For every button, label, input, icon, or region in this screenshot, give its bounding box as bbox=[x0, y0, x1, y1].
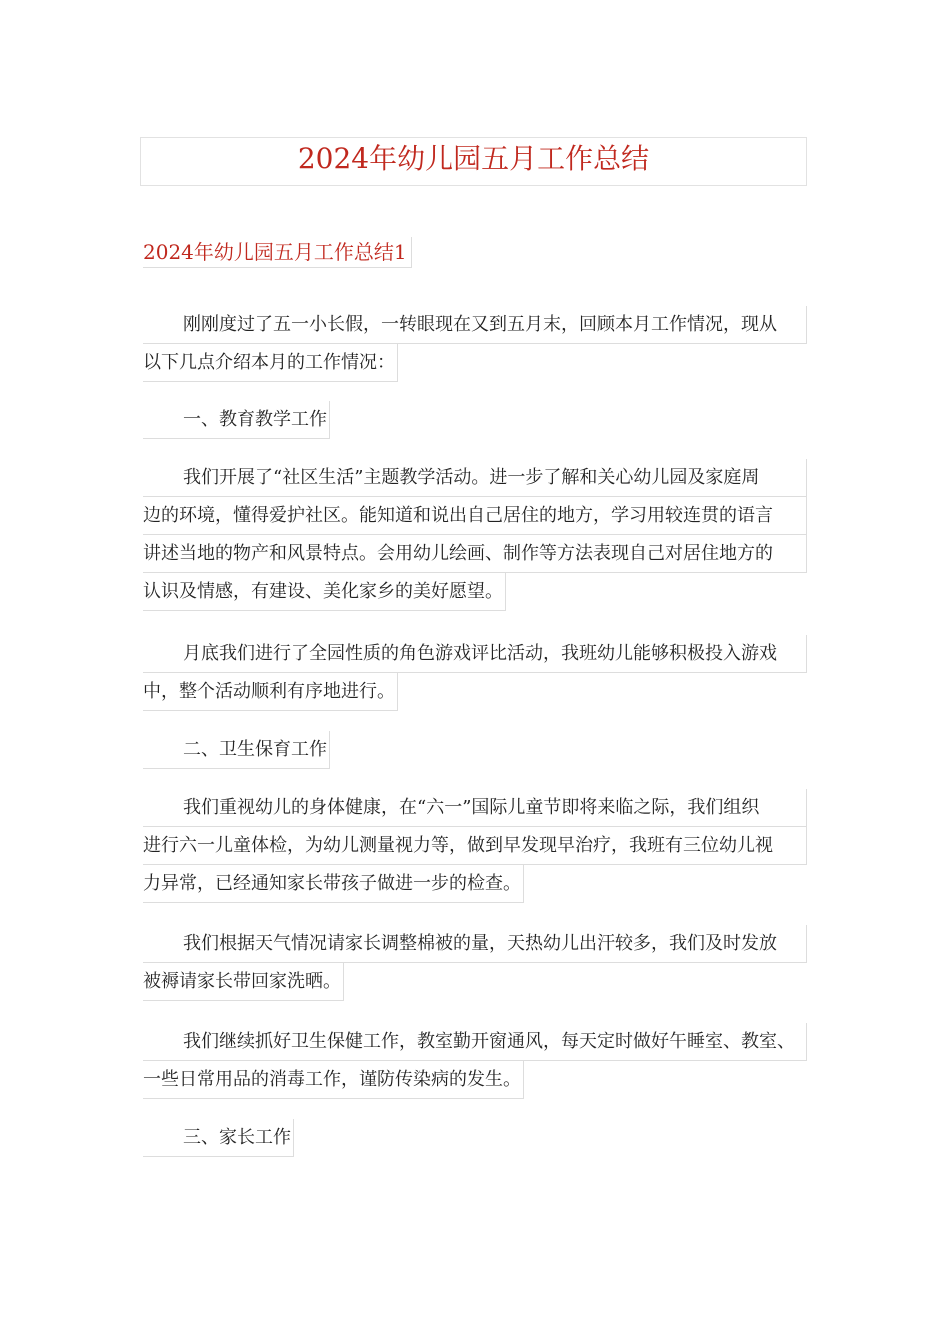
paragraph-intro bbox=[143, 306, 807, 382]
section-subtitle: 2024年幼儿园五月工作总结1 bbox=[143, 237, 412, 268]
paragraph-line: 中，整个活动顺利有序地进行。 bbox=[143, 673, 398, 711]
paragraph-community-theme bbox=[143, 459, 807, 611]
paragraph-role-play bbox=[143, 635, 807, 711]
section-heading: 一、教育教学工作 bbox=[143, 401, 330, 439]
paragraph-line: 一些日常用品的消毒工作，谨防传染病的发生。 bbox=[143, 1061, 524, 1099]
paragraph-bedding bbox=[143, 925, 807, 1001]
paragraph-line: 我们继续抓好卫生保健工作，教室勤开窗通风，每天定时做好午睡室、教室、 bbox=[143, 1023, 807, 1061]
paragraph-disinfection bbox=[143, 1023, 807, 1099]
title-box bbox=[140, 137, 807, 186]
heading-hygiene bbox=[143, 731, 807, 769]
paragraph-line: 讲述当地的物产和风景特点。会用幼儿绘画、制作等方法表现自己对居住地方的 bbox=[143, 535, 807, 573]
paragraph-line: 月底我们进行了全园性质的角色游戏评比活动，我班幼儿能够积极投入游戏 bbox=[143, 635, 807, 673]
paragraph-line: 进行六一儿童体检，为幼儿测量视力等，做到早发现早治疗，我班有三位幼儿视 bbox=[143, 827, 807, 865]
paragraph-line: 我们根据天气情况请家长调整棉被的量，天热幼儿出汗较多，我们及时发放 bbox=[143, 925, 807, 963]
paragraph-line: 认识及情感，有建设、美化家乡的美好愿望。 bbox=[143, 573, 506, 611]
paragraph-line: 边的环境，懂得爱护社区。能知道和说出自己居住的地方，学习用较连贯的语言 bbox=[143, 497, 807, 535]
paragraph-line: 力异常，已经通知家长带孩子做进一步的检查。 bbox=[143, 865, 524, 903]
heading-education bbox=[143, 401, 807, 439]
paragraph-line: 以下几点介绍本月的工作情况： bbox=[143, 344, 398, 382]
paragraph-line: 我们重视幼儿的身体健康，在“六一”国际儿童节即将来临之际，我们组织 bbox=[143, 789, 807, 827]
document-title: 2024年幼儿园五月工作总结 bbox=[297, 142, 650, 175]
section-heading: 二、卫生保育工作 bbox=[143, 731, 330, 769]
section-heading: 三、家长工作 bbox=[143, 1119, 294, 1157]
paragraph-line: 刚刚度过了五一小长假，一转眼现在又到五月末，回顾本月工作情况，现从 bbox=[143, 306, 807, 344]
paragraph-line: 我们开展了“社区生活”主题教学活动。进一步了解和关心幼儿园及家庭周 bbox=[143, 459, 807, 497]
paragraph-line: 被褥请家长带回家洗晒。 bbox=[143, 963, 344, 1001]
paragraph-health-check bbox=[143, 789, 807, 903]
heading-parents bbox=[143, 1119, 807, 1157]
